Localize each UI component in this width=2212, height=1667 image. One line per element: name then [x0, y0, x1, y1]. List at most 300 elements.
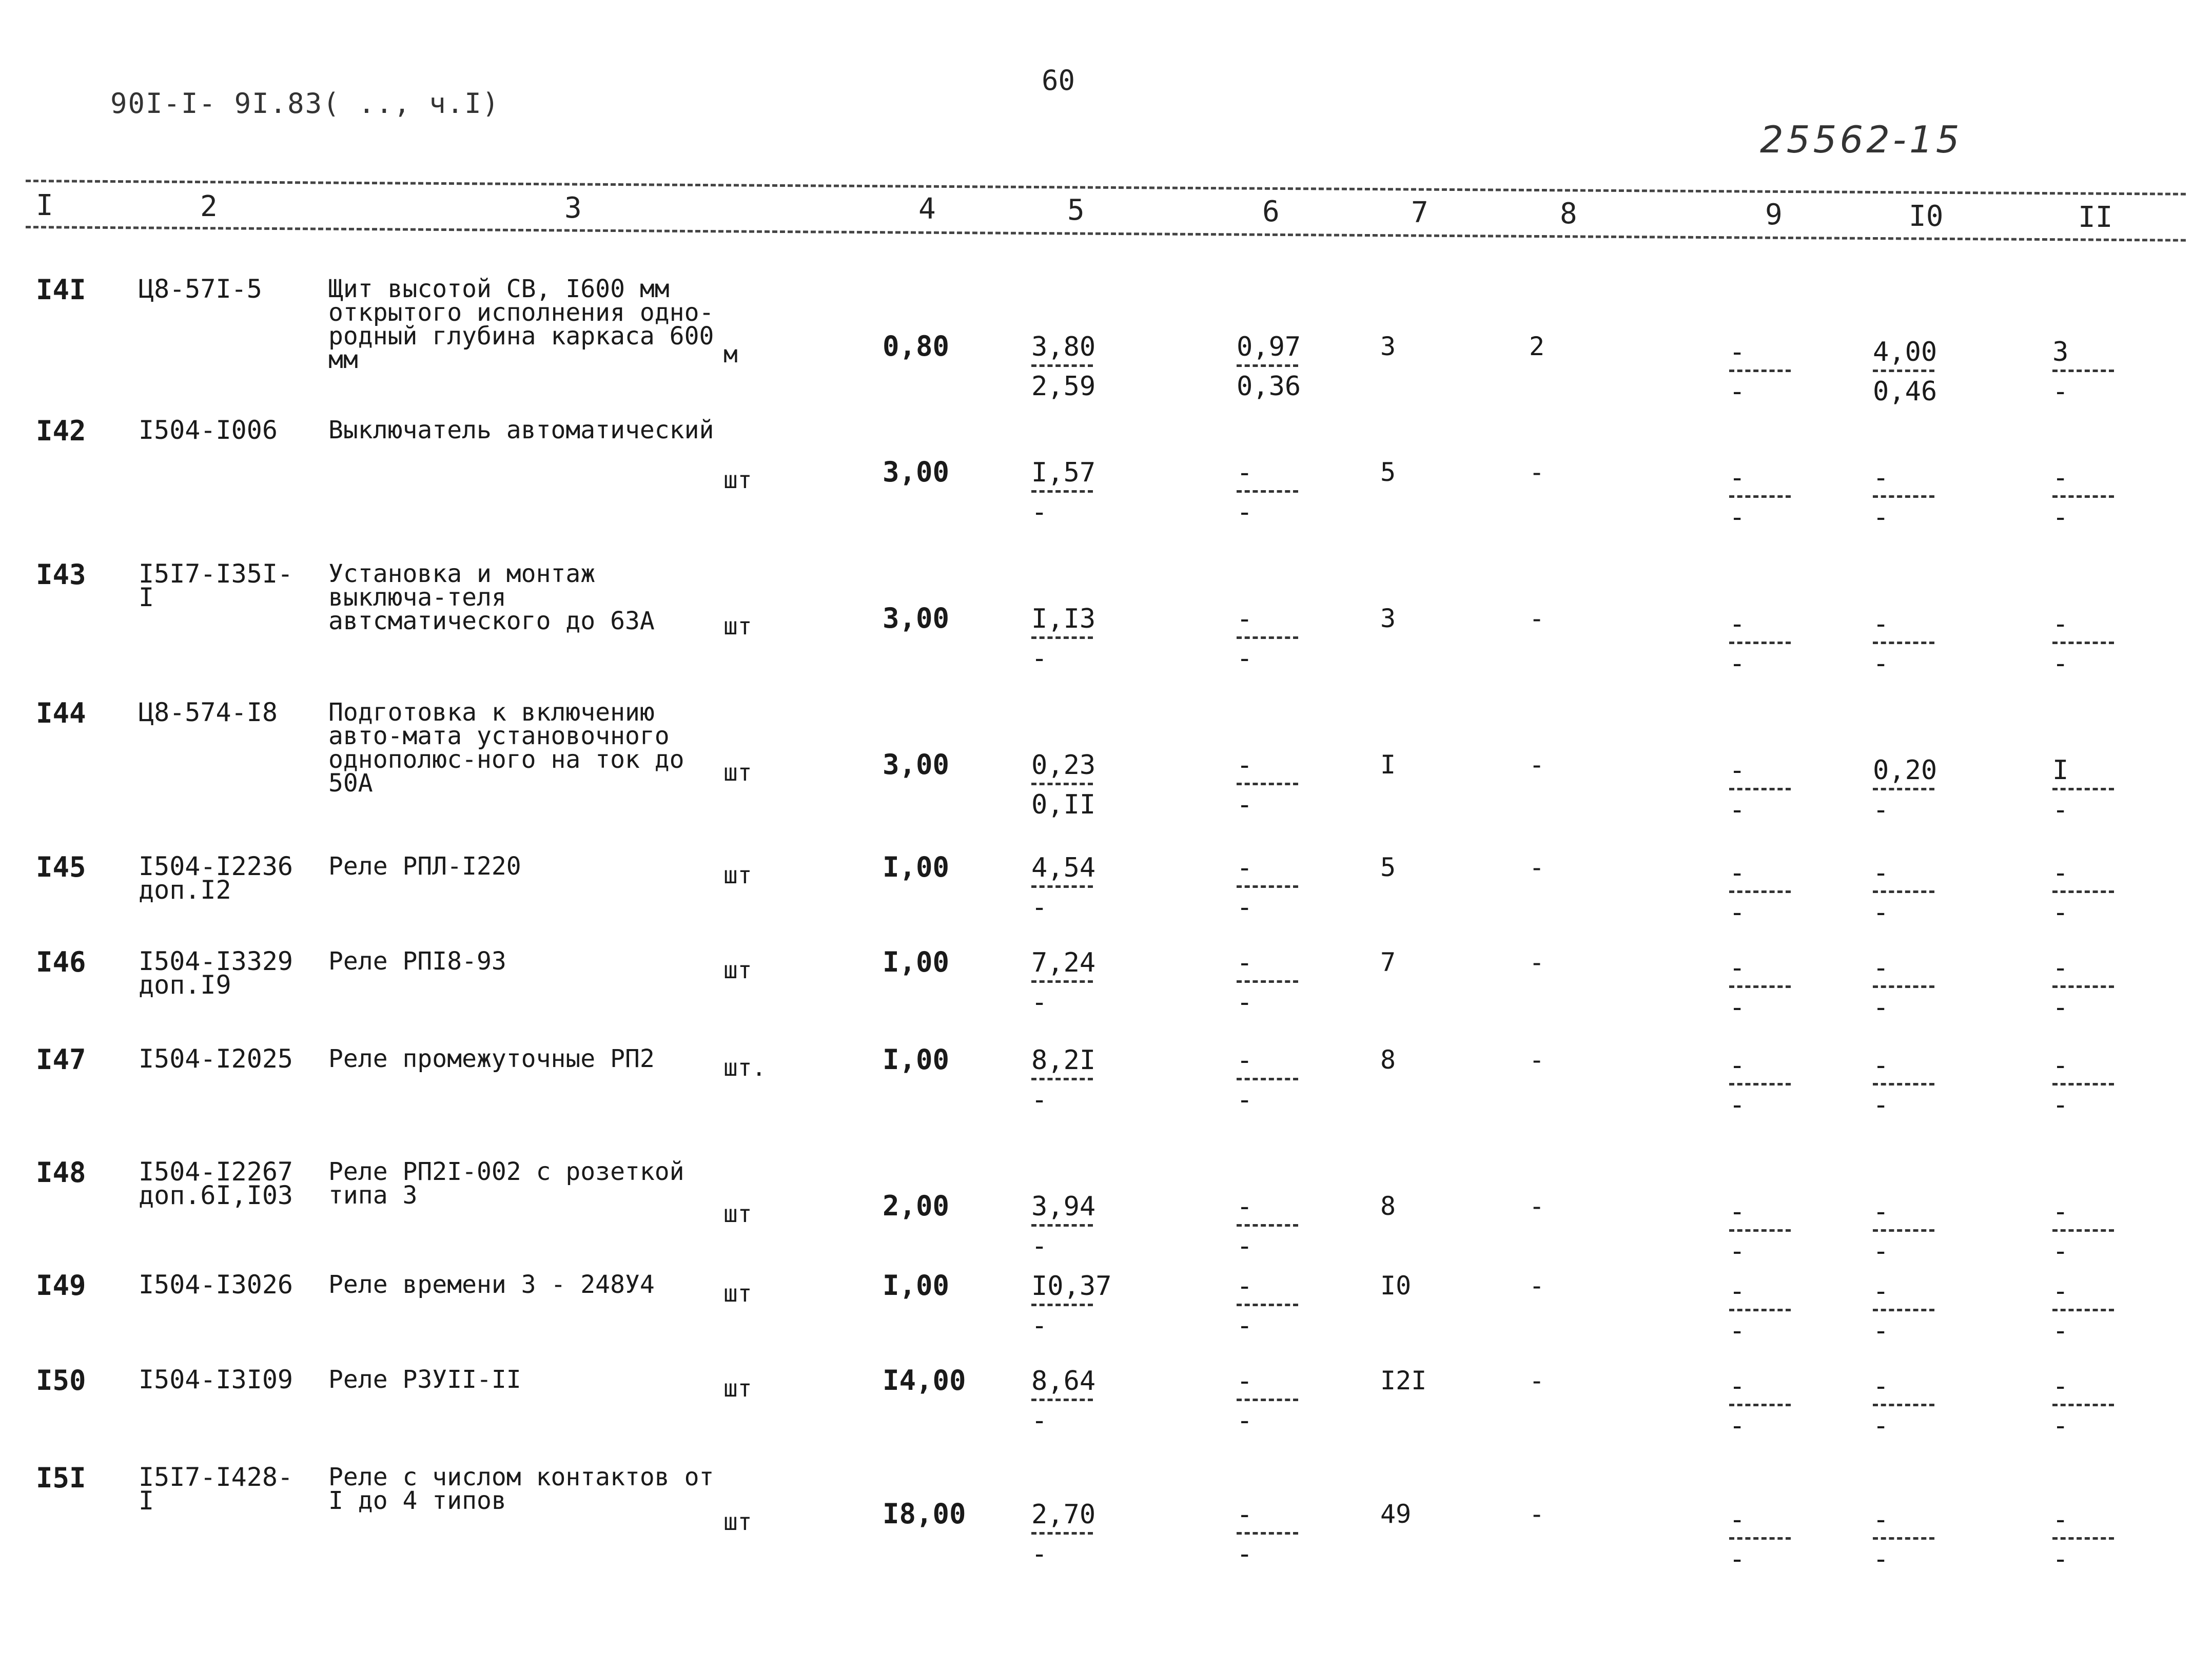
col5-value-numerator: 3,94	[1031, 1191, 1096, 1222]
col9-value-divider	[1729, 788, 1791, 790]
col5-value-numerator: 3,80	[1031, 332, 1096, 362]
document-code: 90I-I- 9I.83( .., ч.I)	[110, 87, 500, 120]
col11-value	[2052, 464, 2114, 531]
col6-value	[1237, 1501, 1298, 1567]
col7-value: 3	[1380, 604, 1396, 633]
quantity: 3,00	[883, 602, 950, 634]
col6-value-denominator: -	[1237, 1084, 1253, 1115]
col10-value-denominator: -	[1873, 992, 1889, 1023]
unit: шт.	[723, 1054, 767, 1081]
col5-value-numerator: I,57	[1031, 457, 1096, 488]
item-code: I504-I2267 доп.6I,I03	[139, 1157, 293, 1210]
col6-value-divider	[1237, 1399, 1298, 1401]
col10-value-denominator: -	[1873, 1410, 1889, 1441]
col5-value-numerator: 8,2I	[1031, 1045, 1096, 1076]
col10-value	[1873, 860, 1934, 926]
col6-value-numerator: -	[1237, 1045, 1253, 1076]
col6-value-numerator: -	[1237, 604, 1253, 634]
row-number: I44	[36, 697, 86, 729]
item-description: Реле промежуточные РП2	[328, 1044, 655, 1073]
col11-value-numerator: -	[2052, 858, 2069, 888]
col6-value-divider	[1237, 1532, 1298, 1535]
col6-value-denominator: -	[1237, 1310, 1253, 1341]
col11-value-numerator: 3	[2052, 337, 2069, 367]
col6-value-denominator: -	[1237, 1539, 1253, 1569]
col9-value-divider	[1729, 890, 1791, 893]
col10-value	[1873, 464, 1934, 531]
col6-value-denominator: -	[1237, 643, 1253, 674]
col9-value-divider	[1729, 1229, 1791, 1232]
col10-value-denominator: -	[1873, 897, 1889, 928]
col6-value	[1237, 752, 1298, 818]
row-number: I42	[36, 415, 86, 447]
col5-value-numerator: 7,24	[1031, 947, 1096, 978]
col6-value-numerator: -	[1237, 1499, 1253, 1530]
col5-value-divider	[1031, 783, 1093, 785]
column-number: 6	[1262, 195, 1280, 228]
col9-value-divider	[1729, 1083, 1791, 1086]
col10-value-numerator: -	[1873, 462, 1889, 493]
col5-value	[1031, 1191, 1096, 1262]
col10-value-divider	[1873, 985, 1934, 988]
col6-value	[1237, 1273, 1298, 1339]
item-description: Подготовка к включению авто-мата установочного однополюс-ного на ток до 50А	[328, 698, 684, 798]
col6-value	[1237, 459, 1298, 526]
col7-value: I	[1380, 750, 1396, 780]
col5-value-divider	[1031, 364, 1093, 367]
col5-value-divider	[1031, 1078, 1093, 1080]
col6-value-denominator: -	[1237, 987, 1253, 1018]
col11-value-divider	[2052, 1309, 2114, 1311]
col11-value-divider	[2052, 1229, 2114, 1232]
col11-value-numerator: I	[2052, 755, 2069, 786]
col5-value-divider	[1031, 636, 1093, 639]
col10-value-numerator: -	[1873, 1276, 1889, 1307]
col6-value-divider	[1237, 1078, 1298, 1080]
col10-value-denominator: -	[1873, 648, 1889, 679]
col7-value: I2I	[1380, 1366, 1427, 1395]
col11-value	[2052, 1198, 2114, 1265]
col10-value-numerator: -	[1873, 953, 1889, 983]
col8-value: -	[1529, 1271, 1545, 1301]
col8-value: 2	[1529, 332, 1545, 361]
column-number: 7	[1411, 196, 1428, 229]
column-number: II	[2078, 201, 2113, 234]
col9-value-denominator: -	[1729, 1544, 1746, 1575]
col9-value-numerator: -	[1729, 1371, 1746, 1402]
col9-value-divider	[1729, 495, 1791, 498]
row-number: I5I	[36, 1462, 86, 1494]
col7-value: I0	[1380, 1271, 1412, 1301]
col8-value: -	[1529, 604, 1545, 633]
col6-value	[1237, 1191, 1298, 1262]
col6-value	[1237, 334, 1301, 400]
unit: шт	[723, 759, 752, 786]
row-number: I45	[36, 851, 86, 883]
col9-value-numerator: -	[1729, 1196, 1746, 1227]
quantity: 2,00	[883, 1190, 950, 1222]
quantity: I4,00	[883, 1364, 966, 1397]
column-number: 9	[1765, 198, 1783, 232]
col10-value-denominator: -	[1873, 1315, 1889, 1346]
col9-value-numerator: -	[1729, 1504, 1746, 1535]
col11-value-numerator: -	[2052, 953, 2069, 983]
col5-value-numerator: I,I3	[1031, 604, 1096, 634]
col9-value-divider	[1729, 985, 1791, 988]
col9-value-divider	[1729, 370, 1791, 372]
col6-value	[1237, 949, 1298, 1016]
col5-value-divider	[1031, 1399, 1093, 1401]
col9-value-numerator: -	[1729, 609, 1746, 639]
column-number: I	[36, 189, 53, 222]
col5-value-denominator: -	[1031, 1231, 1048, 1262]
col9-value-denominator: -	[1729, 1090, 1746, 1120]
col9-value	[1729, 757, 1791, 823]
col10-value	[1873, 611, 1934, 677]
col11-value-denominator: -	[2052, 1544, 2069, 1575]
col10-value-numerator: -	[1873, 1504, 1889, 1535]
col6-value-numerator: -	[1237, 457, 1253, 488]
item-description: Реле РЗУII-II	[328, 1365, 521, 1394]
col5-value-divider	[1031, 980, 1093, 983]
col9-value-divider	[1729, 1309, 1791, 1311]
col10-value-denominator: -	[1873, 1090, 1889, 1120]
item-description: Выключатель автоматический	[328, 416, 714, 444]
col6-value-numerator: -	[1237, 1191, 1253, 1222]
col9-value-divider	[1729, 642, 1791, 644]
col9-value	[1729, 1052, 1791, 1118]
col9-value	[1729, 955, 1791, 1021]
row-number: I4I	[36, 274, 86, 306]
item-code: I504-I2025	[139, 1044, 293, 1074]
col10-value-numerator: -	[1873, 1371, 1889, 1402]
col5-value	[1031, 334, 1095, 400]
col5-value-denominator: -	[1031, 892, 1048, 923]
col11-value-numerator: -	[2052, 1371, 2069, 1402]
col9-value	[1729, 860, 1791, 926]
col5-value	[1031, 752, 1095, 818]
item-code: Ц8-574-I8	[139, 697, 278, 727]
col6-value-denominator: -	[1237, 789, 1253, 820]
col10-value	[1873, 1278, 1934, 1344]
table-header-bottom-rule	[26, 226, 2186, 242]
col9-value	[1729, 1506, 1791, 1573]
col11-value-numerator: -	[2052, 1196, 2069, 1227]
col9-value-denominator: -	[1729, 502, 1746, 533]
col10-value	[1873, 1198, 1934, 1265]
col10-value-divider	[1873, 370, 1934, 372]
col5-value	[1031, 852, 1096, 923]
col5-value-divider	[1031, 490, 1093, 493]
column-number: 3	[564, 191, 582, 225]
col10-value-denominator: -	[1873, 1236, 1889, 1267]
col7-value: 5	[1380, 852, 1396, 882]
unit: шт	[723, 1374, 752, 1402]
quantity: 3,00	[883, 456, 950, 488]
col5-value-divider	[1031, 1224, 1093, 1227]
col11-value	[2052, 860, 2114, 926]
col11-value-denominator: -	[2052, 1410, 2069, 1441]
item-code: I504-I3026	[139, 1270, 293, 1300]
item-description: Реле РПЛ-I220	[328, 852, 521, 881]
col9-value-denominator: -	[1729, 1410, 1746, 1441]
col6-value-numerator: -	[1237, 1366, 1253, 1397]
col10-value-numerator: -	[1873, 1050, 1889, 1081]
col10-value-denominator: -	[1873, 794, 1889, 825]
col6-value-divider	[1237, 783, 1298, 785]
col9-value-numerator: -	[1729, 858, 1746, 888]
col5-value-denominator: -	[1031, 1405, 1048, 1436]
col6-value-divider	[1237, 490, 1298, 493]
col11-value-divider	[2052, 642, 2114, 644]
col5-value-denominator: 0,II	[1031, 789, 1096, 820]
col9-value-numerator: -	[1729, 755, 1746, 786]
col11-value-divider	[2052, 788, 2114, 790]
column-number: 4	[918, 192, 936, 226]
col10-value-divider	[1873, 788, 1934, 790]
col8-value: -	[1529, 1366, 1545, 1395]
col11-value-divider	[2052, 1083, 2114, 1086]
col11-value-denominator: -	[2052, 897, 2069, 928]
col7-value: 5	[1380, 457, 1396, 487]
col8-value: -	[1529, 1499, 1545, 1529]
col8-value: -	[1529, 947, 1545, 977]
item-code: I5I7-I35I-I	[139, 559, 293, 612]
col5-value-denominator: -	[1031, 497, 1048, 528]
col10-value-numerator: 4,00	[1873, 337, 1937, 367]
col11-value-numerator: -	[2052, 1276, 2069, 1307]
col5-value-denominator: -	[1031, 987, 1048, 1018]
col11-value	[2052, 955, 2114, 1021]
col5-value-divider	[1031, 1532, 1093, 1535]
col6-value-divider	[1237, 636, 1298, 639]
col10-value-divider	[1873, 1309, 1934, 1311]
col10-value-divider	[1873, 890, 1934, 893]
col9-value-numerator: -	[1729, 337, 1746, 367]
col5-value-numerator: 8,64	[1031, 1366, 1096, 1397]
col9-value	[1729, 339, 1791, 405]
item-description: Реле РПI8-93	[328, 947, 506, 976]
quantity: I8,00	[883, 1498, 966, 1530]
col11-value	[2052, 1278, 2114, 1344]
col9-value-denominator: -	[1729, 992, 1746, 1023]
col11-value	[2052, 757, 2114, 823]
col11-value-divider	[2052, 1404, 2114, 1406]
col7-value: 3	[1380, 332, 1396, 361]
col11-value-numerator: -	[2052, 1504, 2069, 1535]
column-number: 2	[200, 190, 218, 224]
col6-value-numerator: 0,97	[1237, 332, 1301, 362]
col11-value-denominator: -	[2052, 1315, 2069, 1346]
item-code: I504-I3I09	[139, 1365, 293, 1394]
col11-value-divider	[2052, 985, 2114, 988]
item-description: Реле с числом контактов от I до 4 типов	[328, 1463, 714, 1515]
item-code: I5I7-I428-I	[139, 1462, 293, 1516]
unit: м	[723, 340, 738, 368]
col11-value-divider	[2052, 370, 2114, 372]
col6-value-numerator: -	[1237, 947, 1253, 978]
row-number: I43	[36, 558, 86, 591]
col5-value-divider	[1031, 885, 1093, 888]
quantity: I,00	[883, 1269, 950, 1302]
col10-value-numerator: -	[1873, 858, 1889, 888]
col6-value-denominator: -	[1237, 892, 1253, 923]
col6-value-denominator: -	[1237, 1231, 1253, 1262]
col5-value	[1031, 1501, 1095, 1567]
col5-value	[1031, 606, 1095, 672]
col9-value-numerator: -	[1729, 1276, 1746, 1307]
col5-value-denominator: -	[1031, 1084, 1048, 1115]
unit: шт	[723, 1200, 752, 1228]
col5-value	[1031, 1047, 1095, 1113]
row-number: I46	[36, 946, 86, 978]
col6-value-denominator: -	[1237, 1405, 1253, 1436]
col6-value-divider	[1237, 1224, 1298, 1227]
item-code: I504-I2236 доп.I2	[139, 851, 293, 905]
quantity: I,00	[883, 851, 950, 883]
col9-value-divider	[1729, 1404, 1791, 1406]
col6-value	[1237, 1368, 1298, 1434]
col5-value-denominator: -	[1031, 1539, 1048, 1569]
col11-value	[2052, 1373, 2114, 1439]
col10-value	[1873, 339, 1937, 405]
col6-value-numerator: -	[1237, 852, 1253, 883]
col9-value	[1729, 464, 1791, 531]
col9-value-denominator: -	[1729, 648, 1746, 679]
col9-value-divider	[1729, 1537, 1791, 1540]
col10-value-divider	[1873, 1083, 1934, 1086]
quantity: 0,80	[883, 330, 950, 362]
table-header-top-rule	[26, 180, 2186, 196]
column-number: I0	[1909, 199, 1944, 233]
col10-value-numerator: -	[1873, 609, 1889, 639]
col11-value	[2052, 611, 2114, 677]
unit: шт	[723, 1280, 752, 1307]
document-number: 25562-15	[1760, 118, 1963, 161]
quantity: I,00	[883, 1043, 950, 1076]
item-code: Ц8-57I-5	[139, 274, 262, 304]
col11-value-numerator: -	[2052, 1050, 2069, 1081]
col10-value-divider	[1873, 1229, 1934, 1232]
col7-value: 7	[1380, 947, 1396, 977]
col9-value	[1729, 611, 1791, 677]
col6-value-divider	[1237, 980, 1298, 983]
col11-value-divider	[2052, 495, 2114, 498]
col6-value-divider	[1237, 1304, 1298, 1306]
col5-value-divider	[1031, 1304, 1093, 1306]
col11-value-numerator: -	[2052, 609, 2069, 639]
col11-value	[2052, 1506, 2114, 1573]
col9-value-denominator: -	[1729, 794, 1746, 825]
col9-value-numerator: -	[1729, 462, 1746, 493]
column-number: 8	[1560, 197, 1577, 231]
col7-value: 8	[1380, 1191, 1396, 1221]
col10-value-divider	[1873, 642, 1934, 644]
col11-value-denominator: -	[2052, 1236, 2069, 1267]
col11-value-denominator: -	[2052, 992, 2069, 1023]
page-number: 60	[1042, 64, 1075, 96]
col7-value: 8	[1380, 1045, 1396, 1075]
col9-value	[1729, 1373, 1791, 1439]
col8-value: -	[1529, 1191, 1545, 1221]
col10-value-divider	[1873, 495, 1934, 498]
col9-value-denominator: -	[1729, 897, 1746, 928]
col5-value	[1031, 1273, 1112, 1339]
col8-value: -	[1529, 1045, 1545, 1075]
col6-value-numerator: -	[1237, 750, 1253, 781]
col5-value	[1031, 459, 1095, 526]
col9-value-denominator: -	[1729, 1236, 1746, 1267]
col9-value-denominator: -	[1729, 376, 1746, 407]
col11-value	[2052, 1052, 2114, 1118]
col10-value-numerator: -	[1873, 1196, 1889, 1227]
col5-value-denominator: -	[1031, 1310, 1048, 1341]
col5-value-numerator: 4,54	[1031, 852, 1096, 883]
col10-value-denominator: -	[1873, 1544, 1889, 1575]
quantity: I,00	[883, 946, 950, 978]
col11-value-denominator: -	[2052, 376, 2069, 407]
unit: шт	[723, 466, 752, 494]
unit: шт	[723, 1508, 752, 1536]
unit: шт	[723, 956, 752, 984]
col6-value-divider	[1237, 885, 1298, 888]
col10-value-denominator: -	[1873, 502, 1889, 533]
quantity: 3,00	[883, 748, 950, 781]
column-number: 5	[1067, 193, 1085, 227]
col6-value-divider	[1237, 364, 1298, 367]
col5-value-numerator: 2,70	[1031, 1499, 1096, 1530]
col11-value-numerator: -	[2052, 462, 2069, 493]
col9-value	[1729, 1198, 1791, 1265]
col10-value	[1873, 1506, 1934, 1573]
col6-value-numerator: -	[1237, 1271, 1253, 1302]
col6-value	[1237, 606, 1298, 672]
col10-value-divider	[1873, 1404, 1934, 1406]
col10-value-numerator: 0,20	[1873, 755, 1937, 786]
col6-value-denominator: 0,36	[1237, 371, 1301, 402]
col11-value-divider	[2052, 1537, 2114, 1540]
col11-value-denominator: -	[2052, 1090, 2069, 1120]
col10-value-denominator: 0,46	[1873, 376, 1937, 407]
col5-value-numerator: I0,37	[1031, 1271, 1112, 1302]
col6-value	[1237, 1047, 1298, 1113]
col9-value	[1729, 1278, 1791, 1344]
unit: шт	[723, 612, 752, 640]
col9-value-numerator: -	[1729, 953, 1746, 983]
col5-value-numerator: 0,23	[1031, 750, 1096, 781]
col10-value	[1873, 757, 1937, 823]
col6-value-denominator: -	[1237, 497, 1253, 528]
col8-value: -	[1529, 852, 1545, 882]
col8-value: -	[1529, 750, 1545, 780]
col5-value	[1031, 1368, 1095, 1434]
col9-value-numerator: -	[1729, 1050, 1746, 1081]
unit: шт	[723, 861, 752, 889]
col6-value	[1237, 852, 1298, 923]
item-description: Щит высотой СВ, I600 мм открытого исполнения одно-родный глубина каркаса 600 мм	[328, 275, 714, 374]
item-description: Установка и монтаж выключа-теля автсматического до 63А	[328, 559, 655, 635]
col5-value-denominator: -	[1031, 643, 1048, 674]
col10-value	[1873, 1052, 1934, 1118]
item-description: Реле времени 3 - 248У4	[328, 1270, 655, 1299]
row-number: I47	[36, 1043, 86, 1076]
col10-value	[1873, 955, 1934, 1021]
col11-value-divider	[2052, 890, 2114, 893]
col8-value: -	[1529, 457, 1545, 487]
row-number: I48	[36, 1156, 86, 1189]
col10-value	[1873, 1373, 1934, 1439]
col9-value-denominator: -	[1729, 1315, 1746, 1346]
